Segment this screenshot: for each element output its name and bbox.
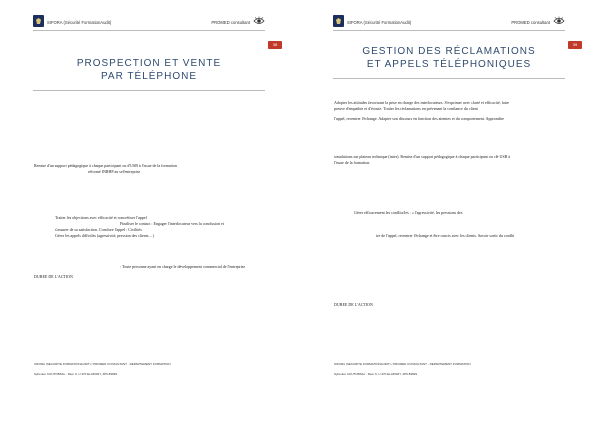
header-org: SIFORA (Sécurité FormationAudit): [347, 20, 412, 25]
support-text: réformé INRHP au sel'entreprise: [88, 169, 141, 174]
objective-line: s'assurer de sa satisfaction. Conclure l'appel : Civilités: [55, 227, 142, 232]
header-brand: PROMED consultant: [511, 20, 550, 25]
header-rule: [33, 30, 265, 31]
duration-heading: DUREE DE L'ACTION: [34, 274, 73, 279]
footer-line: Sybenter COUTOBSAL · Rem 9, U 470 ELL8002Y, 4P9 89999 .: [34, 372, 119, 376]
program-text: Gérer efficacement les conflits/les : « l'agressivité, les pressions des: [354, 210, 463, 215]
sifora-logo: [33, 15, 44, 27]
sifora-logo: [333, 15, 344, 27]
title-line: PROSPECTION ET VENTE: [76, 58, 222, 69]
page-header: [33, 15, 265, 29]
title-rule: [333, 78, 565, 79]
page-number-badge: 39: [568, 41, 582, 49]
header-rule: [333, 30, 565, 31]
title-rule: [33, 90, 265, 91]
footer-line: SIFORA (SECURITE FORMATIONAUDIT) / PROMED CONSULTANT · DEPARTEMENT FORMATION: [334, 362, 471, 366]
public-text: : Toute personne ayant en charge le développement commercial de l'entreprise: [120, 264, 246, 269]
objective-line: Gérer les appels difficiles (agressivité, pression des clients…): [55, 233, 154, 238]
footer-line: SIFORA (SECURITE FORMATIONAUDIT) / PROMED CONSULTANT · DEPARTEMENT FORMATION: [34, 362, 171, 366]
eye-logo-icon: [553, 16, 565, 26]
header-org: SIFORA (Sécurité FormationAudit): [47, 20, 112, 25]
title-line: ET APPELS TÉLÉPHONIQUES: [366, 59, 532, 70]
program-text: tre de l'appel, recentrer l'échange et être concis avec les clients. Savoir sortir du conflit: [376, 233, 515, 238]
support-text: Remise d'un support pédagogique à chaque participant ou d'USB à l'issue de la formation: [34, 163, 177, 168]
header-brand: PROMED consultant: [211, 20, 250, 25]
objective-text: preuve d'empathie et d'écoute. Traiter les réclamations en prévenant la confiance du client: [334, 106, 478, 111]
title-line: GESTION DES RÉCLAMATIONS: [362, 46, 536, 57]
right-page: [300, 0, 600, 424]
objective-text: Adopter les attitudes favorisant la prise en charge des interlocuteurs. S'exprimer avec clarté et efficacité, faire: [334, 100, 510, 105]
objective-text: l'appel, recentrer l'échange. Adapter son discours en fonction des attentes et du comportement. Approndire: [334, 116, 505, 121]
objective-line: Finaliser le contact : Engager l'interlocuteur vers la conclusion et: [120, 221, 224, 226]
duration-heading: DUREE DE L'ACTION: [334, 302, 373, 307]
title-line: PAR TÉLÉPHONE: [101, 71, 197, 82]
page-number-badge: 38: [268, 41, 282, 49]
page-header: [333, 15, 565, 29]
objective-line: Traiter les objections avec efficacité et concrétiser l'appel: [55, 215, 147, 220]
footer-line: Sybenter COUTOBSAL · Rem 9, U 470 ELL8002Y, 4P9 89999 .: [334, 372, 419, 376]
eye-logo-icon: [253, 16, 265, 26]
page-title: [333, 45, 565, 71]
page-title: [33, 57, 265, 83]
method-text: simulations sur plateau technique (inter). Remise d'un support pédagogique à chaque participant ou clé USB à: [334, 154, 511, 159]
method-text: l'issue de la formation.: [334, 160, 371, 165]
